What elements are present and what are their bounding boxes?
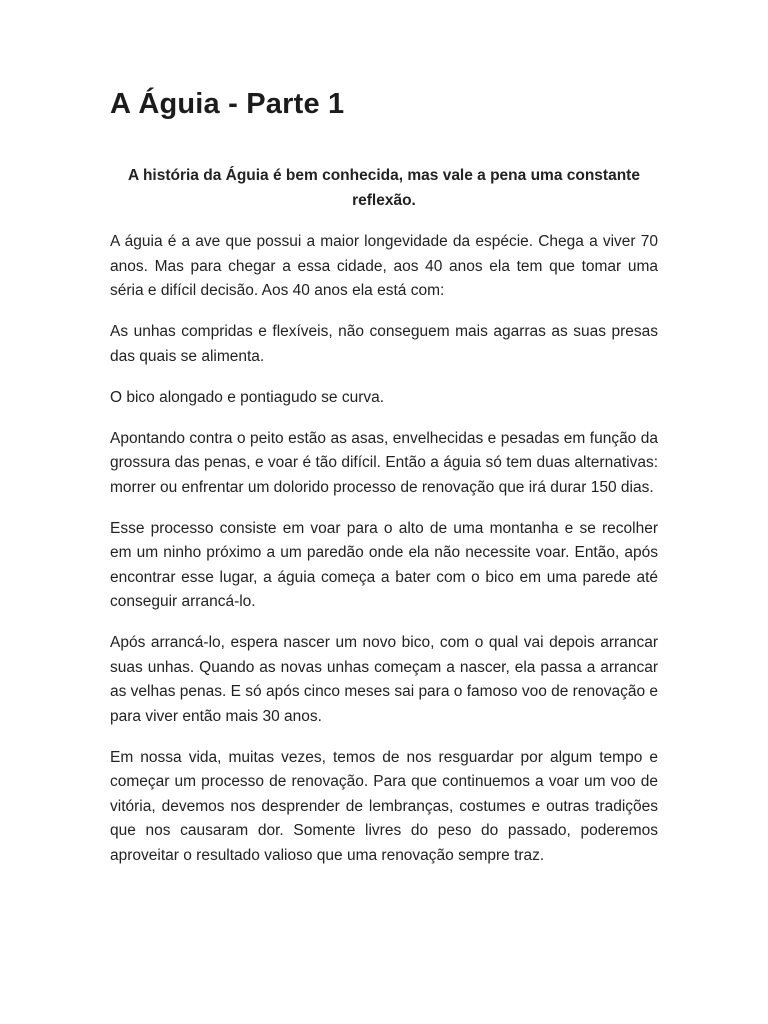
document-subtitle: A história da Águia é bem conhecida, mas vale a pena uma constante reflexão.	[128, 167, 640, 209]
paragraph-2: As unhas compridas e flexíveis, não conseguem mais agarras as suas presas das quais se alimenta.	[110, 323, 658, 365]
paragraph-1: A águia é a ave que possui a maior longevidade da espécie. Chega a viver 70 anos. Mas para chegar a essa cidade, aos 40 anos ela tem que tomar uma séria e difícil decisão. Aos 40 anos ela está com:	[110, 233, 658, 299]
document-title: A Águia - Parte 1	[110, 88, 345, 120]
paragraph-4: Apontando contra o peito estão as asas, envelhecidas e pesadas em função da grossura das penas, e voar é tão difícil. Então a águia só tem duas alternativas: morrer ou enfrentar um dolorido processo de renovação que irá durar 150 dias.	[110, 429, 658, 496]
paragraph-6: Após arrancá-lo, espera nascer um novo bico, com o qual vai depois arrancar suas unhas. Quando as novas unhas começam a nascer, ela passa a arrancar as velhas penas. E só após cinco meses sai para o famoso voo de renovação e para viver então mais 30 anos.	[110, 634, 658, 725]
paragraph-7: Em nossa vida, muitas vezes, temos de nos resguardar por algum tempo e começar um processo de renovação. Para que continuemos a voar um voo de vitória, devemos nos desprender de lembranças, costumes e outras tradições que nos causaram dor. Somente livres do peso do passado, poderemos aproveitar o resultado valioso que uma renovação sempre traz.	[110, 748, 658, 864]
paragraph-5: Esse processo consiste em voar para o alto de uma montanha e se recolher em um ninho próximo a um paredão onde ela não necessite voar. Então, após encontrar esse lugar, a águia começa a bater com o bico em uma parede até conseguir arrancá-lo.	[110, 519, 658, 610]
paragraph-3: O bico alongado e pontiagudo se curva.	[110, 388, 385, 406]
